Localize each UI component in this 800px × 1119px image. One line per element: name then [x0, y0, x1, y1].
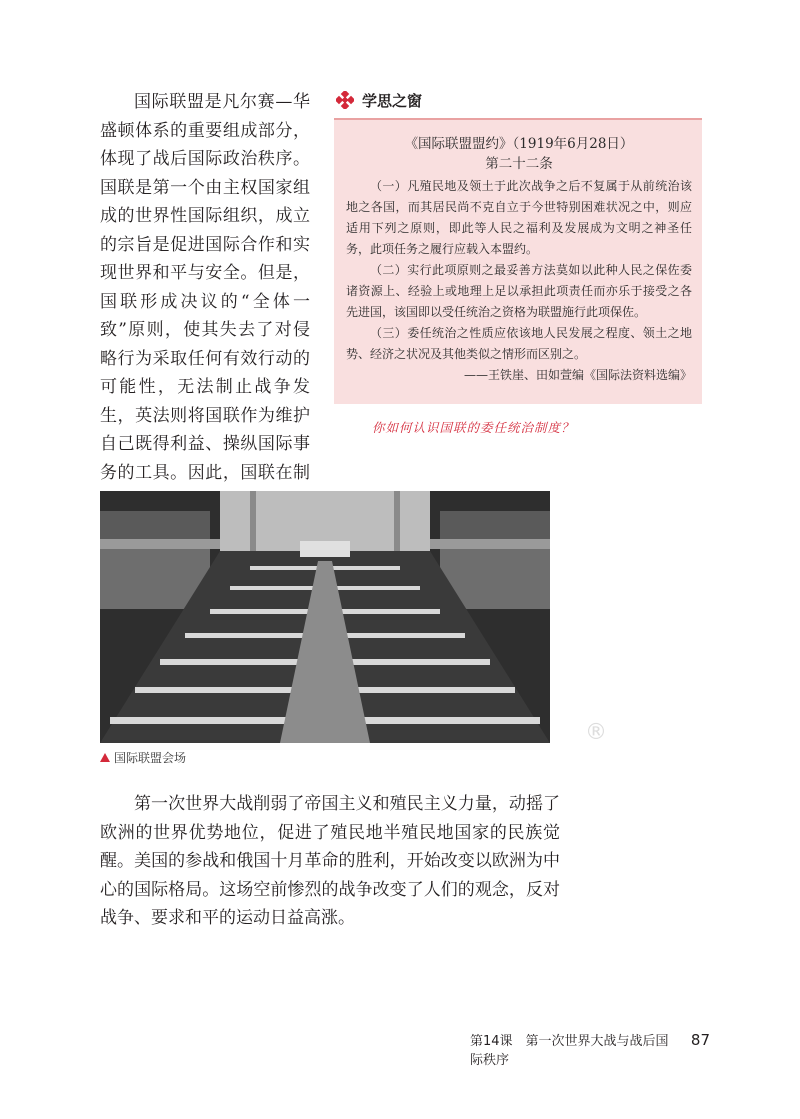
- page-number: 87: [690, 1031, 710, 1049]
- covenant-article: 第二十二条: [485, 156, 553, 172]
- left-column-text: 国际联盟是凡尔赛—华盛顿体系的重要组成部分，体现了战后国际政治秩序。国联是第一个由主权国家组成的世界性国际组织，成立的宗旨是促进国际合作和实现世界和平与安全。但是，国联形成决议的“全体一致”原则，使其失去了对侵略行为采取任何有效行动的可能性，无法制止战争发生，英法则将国联作为维护自己既得利益、操纵国际事务的工具。因此，国联在制: [100, 92, 310, 483]
- flower-knot-icon: [336, 91, 354, 109]
- photo-caption-text: 国际联盟会场: [114, 751, 187, 765]
- photo-caption: [100, 749, 186, 766]
- study-window-header: [336, 88, 422, 112]
- study-window-question: 你如何认识国联的委任统治制度？: [372, 420, 575, 435]
- covenant-paragraph-3: （三）委任统治之性质应依该地人民发展之程度、领土之地势、经济之状况及其他类似之情形而区别之。: [346, 326, 692, 361]
- page-footer: [470, 1030, 710, 1068]
- covenant-source: ——王铁崖、田如萱编《国际法资料选编》: [463, 368, 692, 382]
- covenant-title: 《国际联盟盟约》（1919年6月28日）: [404, 136, 634, 152]
- study-window-title: 学思之窗: [362, 91, 423, 110]
- body-paragraph: 第一次世界大战削弱了帝国主义和殖民主义力量，动摇了欧洲的世界优势地位，促进了殖民地半殖民地国家的民族觉醒。美国的参战和俄国十月革命的胜利，开始改变以欧洲为中心的国际格局。这场空前惨烈的战争改变了人们的观念，反对战争、要求和平的运动日益高涨。: [100, 794, 560, 928]
- triangle-marker-icon: [100, 753, 110, 762]
- footer-lesson-title: 第14课 第一次世界大战与战后国际秩序: [470, 1034, 669, 1068]
- covenant-paragraph-1: （一）凡殖民地及领土于此次战争之后不复属于从前统治该地之各国，而其居民尚不克自立于今世特别困难状况之中，则应适用下列之原则，即此等人民之福利及发展成为文明之神圣任务，此项任务之履行应载入本盟约。: [346, 179, 692, 256]
- covenant-paragraph-2: （二）实行此项原则之最妥善方法莫如以此种人民之保佐委诸资源上、经验上或地理上足以承担此项责任而亦乐于接受之各先进国，该国即以受任统治之资格为联盟施行此项保佐。: [346, 263, 692, 319]
- league-assembly-photo: [100, 491, 550, 743]
- publisher-watermark: ®: [585, 720, 607, 745]
- study-window-box: [334, 118, 702, 404]
